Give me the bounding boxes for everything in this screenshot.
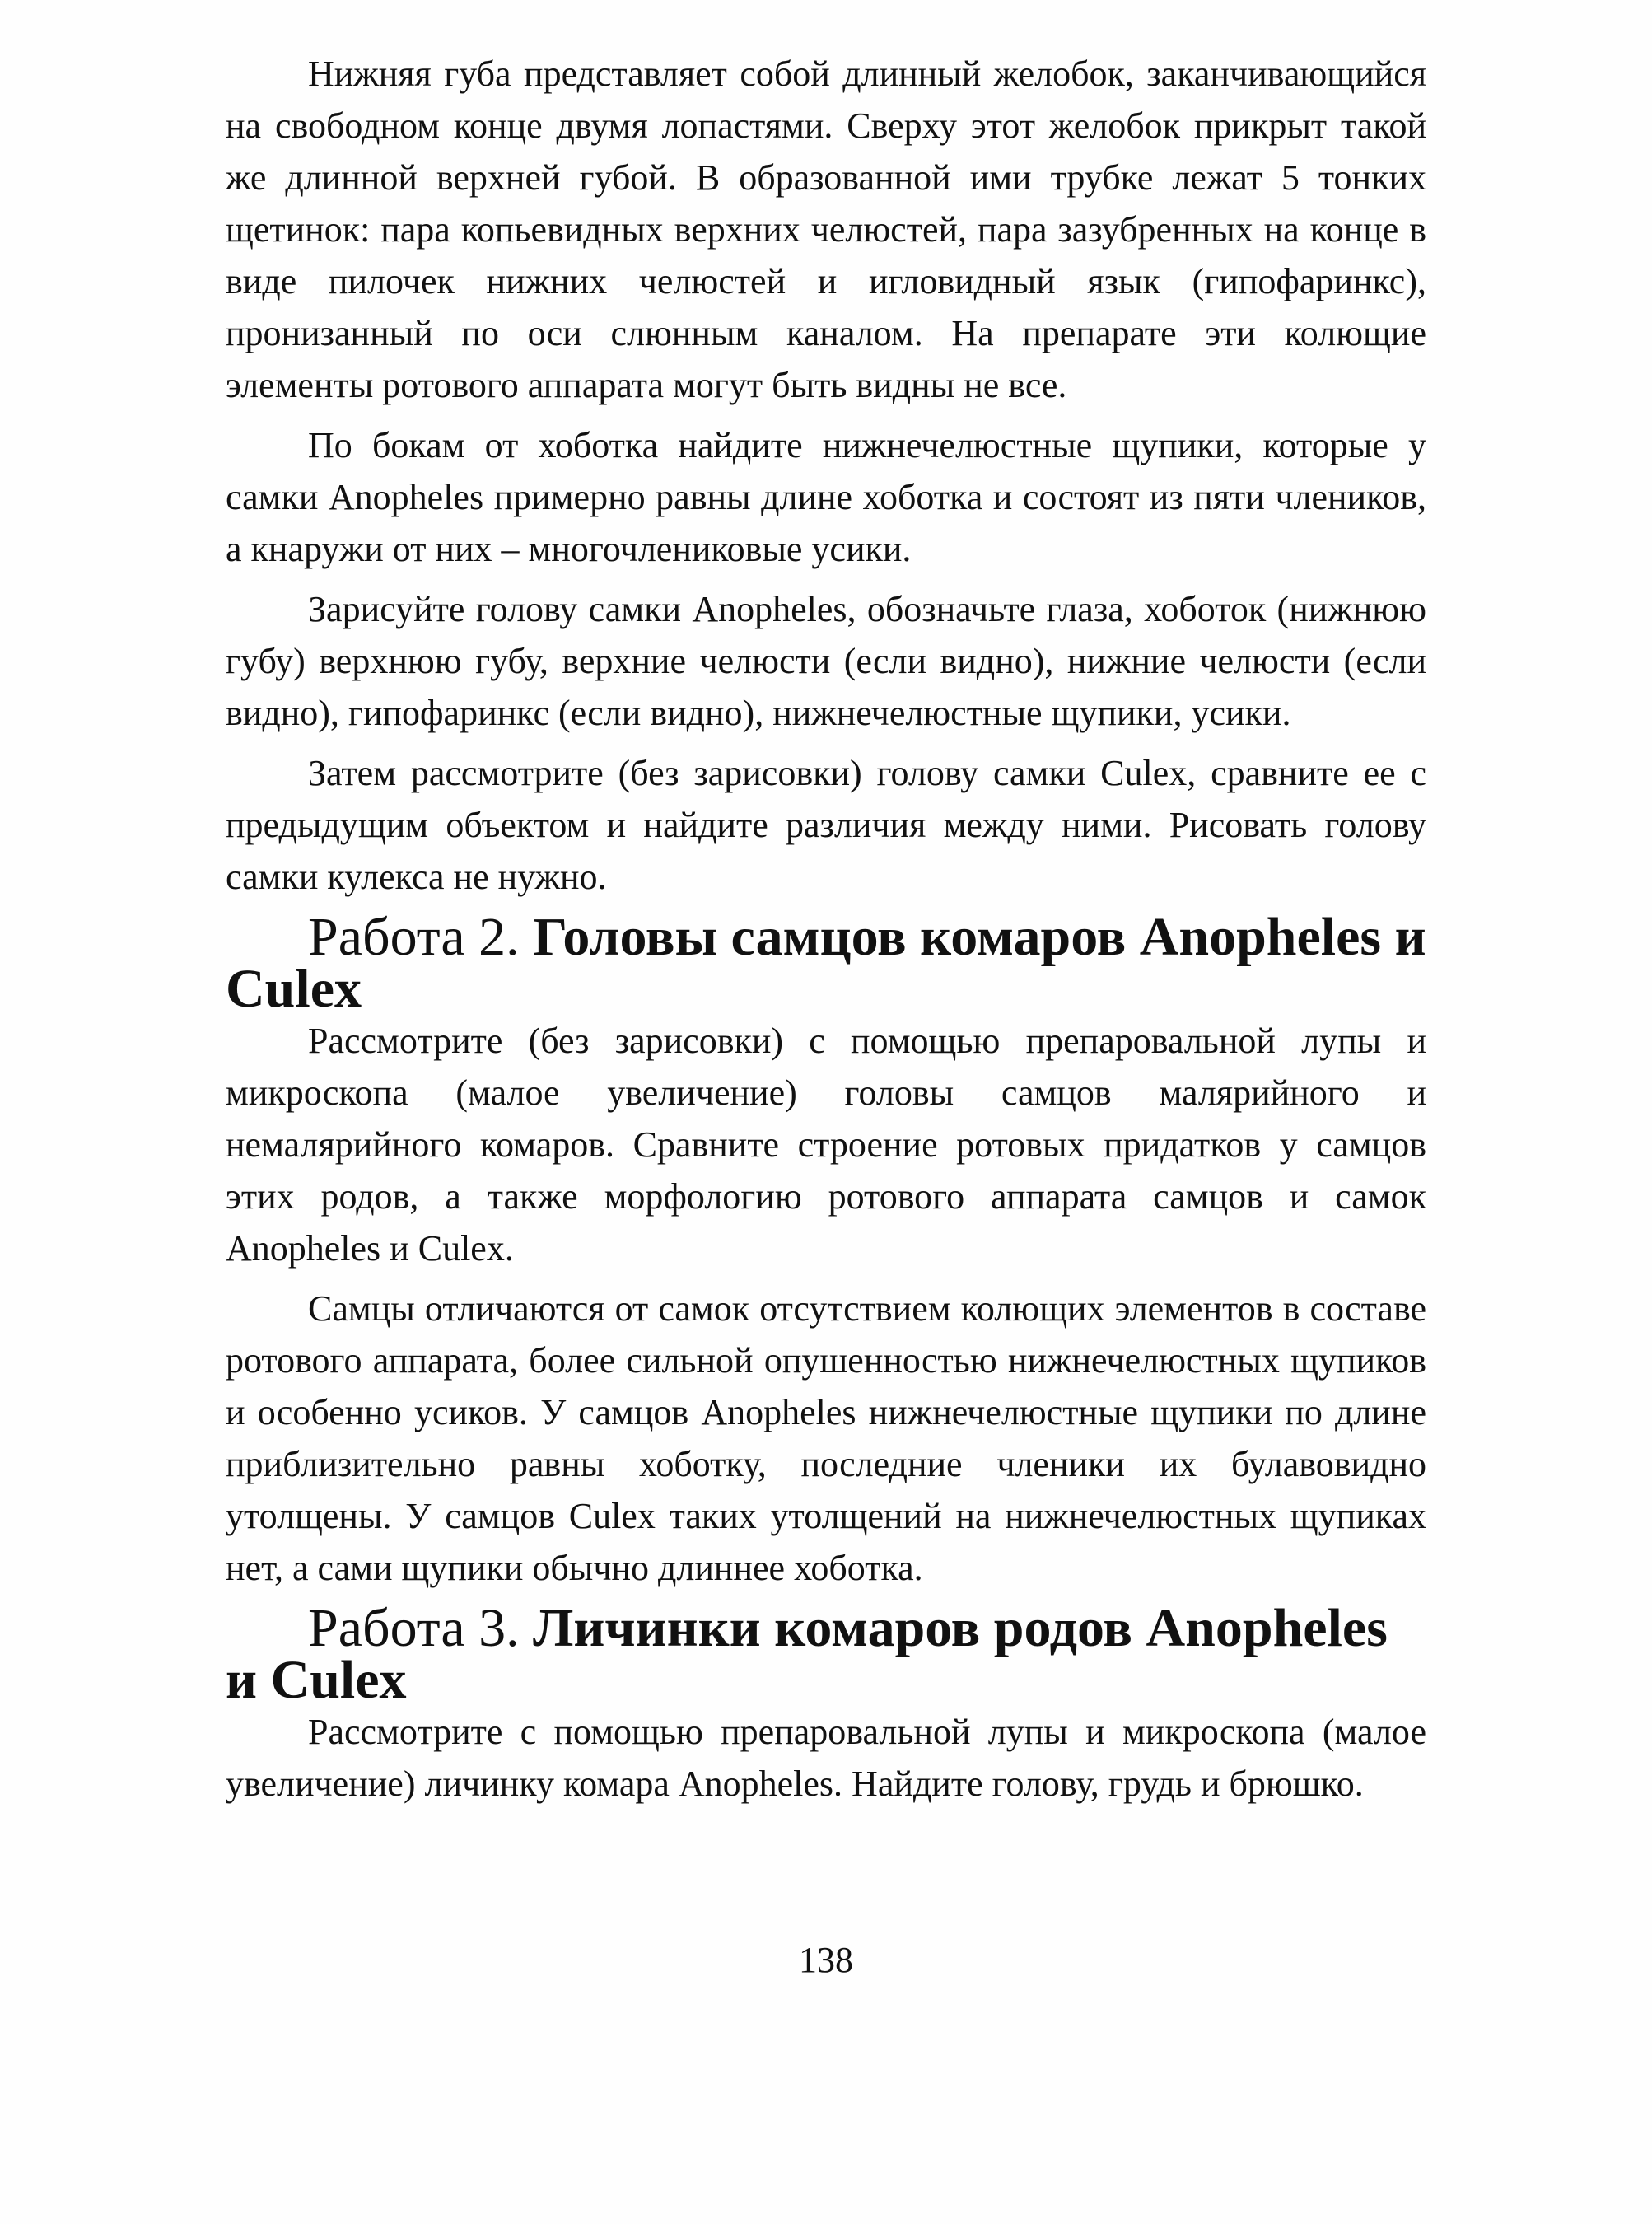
section-heading-work-2: [226, 907, 1426, 1019]
paragraph-work-3-instructions: Рассмотрите с помощью препаровальной лупы и микроскопа (малое увеличение) личинку комара Anopheles. Найдите голову, грудь и брюшко.: [226, 1712, 1426, 1804]
body-text: [226, 48, 1426, 1810]
work-3-label: Работа 3.: [308, 1598, 520, 1658]
paragraph-lower-lip: Нижняя губа представляет собой длинный желобок, заканчивающийся на свободном конце двумя лопастями. Сверху этот желобок прикрыт такой же длинной верхней губой. В образованной ими трубке лежат 5 тонких щетинок: пара копьевидных верхних челюстей, пара зазубренных на конце в виде пилочек нижних челюстей и игловидный язык (гипофаринкс), пронизанный по оси слюнным каналом. На препарате эти колющие элементы ротового аппарата могут быть видны не все.: [226, 54, 1426, 405]
work-2-label: Работа 2.: [308, 907, 520, 967]
paragraph-work-2-instructions: Рассмотрите (без зарисовки) с помощью препаровальной лупы и микроскопа (малое увеличение) головы самцов малярийного и немалярийного комаров. Сравните строение ротовых придатков у самцов этих родов, а также морфологию ротового аппарата самцов и самок Anopheles и Culex.: [226, 1021, 1426, 1269]
page-number: 138: [799, 1940, 853, 1980]
paragraph-palps: По бокам от хоботка найдите нижнечелюстные щупики, которые у самки Anopheles примерно равны длине хоботка и состоят из пяти члеников, а кнаружи от них – многочлениковые усики.: [226, 425, 1426, 569]
work-2-title: Головы самцов комаров Anopheles и Culex: [226, 907, 1426, 1019]
paragraph-work-2-males: Самцы отличаются от самок отсутствием колющих элементов в составе ротового аппарата, более сильной опушенностью нижнечелюстных щупиков и особенно усиков. У самцов Anopheles нижнечелюстные щупики по длине приблизительно равны хоботку, последние членики их булавовидно утолщены. У самцов Culex таких утолщений на нижнечелюстных щупиках нет, а сами щупики обычно длиннее хоботка.: [226, 1288, 1426, 1588]
section-heading-work-3: [226, 1598, 1426, 1710]
paragraph-draw-head: Зарисуйте голову самки Anopheles, обозначьте глаза, хоботок (нижнюю губу) верхнюю губу, верхние челюсти (если видно), нижние челюсти (если видно), гипофаринкс (если видно), нижнечелюстные щупики, усики.: [226, 589, 1426, 733]
work-3-title: Личинки комаров родов Anopheles и Culex: [226, 1598, 1388, 1710]
paragraph-culex-female: Затем рассмотрите (без зарисовки) голову самки Culex, сравните ее с предыдущим объектом и найдите различия между ними. Рисовать голову самки кулекса не нужно.: [226, 753, 1426, 897]
